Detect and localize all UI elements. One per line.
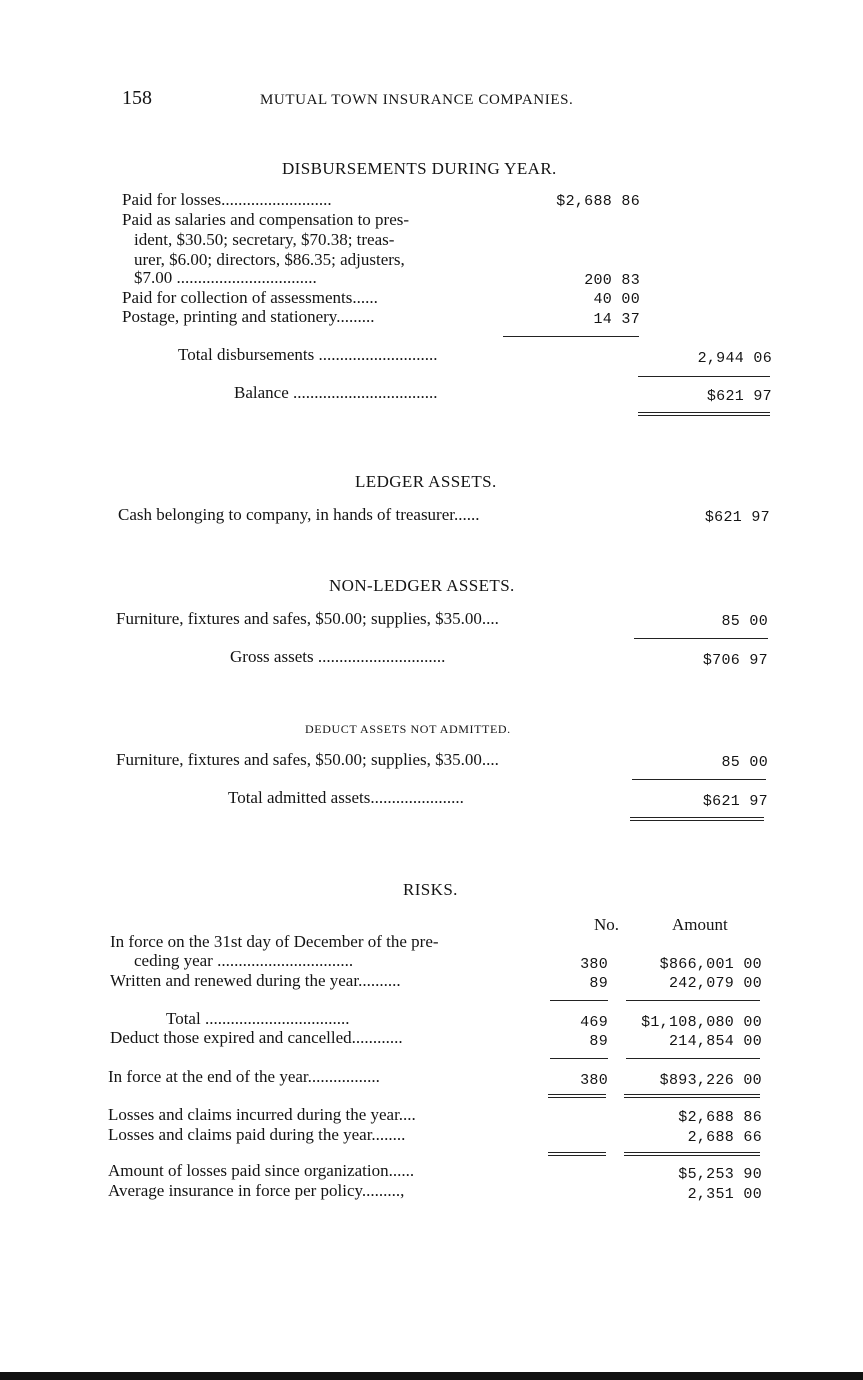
cash-label: Cash belonging to company, in hands of treasurer...... [118, 505, 480, 524]
collection-amount: 40 00 [593, 291, 640, 308]
balance-label: Balance .................................. [234, 383, 438, 402]
risk-row-label-cont: ceding year ................................ [134, 951, 354, 970]
col-header-no: No. [594, 915, 620, 934]
risk-row-amount: 242,079 00 [668, 975, 762, 992]
nonledger-furniture-label: Furniture, fixtures and safes, $50.00; supplies, $35.00.... [116, 609, 499, 628]
amount-double-rule [624, 1094, 760, 1098]
risk-row-label: Losses and claims paid during the year........ [108, 1125, 406, 1144]
risk-row-no: 89 [589, 1033, 608, 1050]
risk-row-label: Total .................................. [166, 1009, 350, 1028]
risk-row-no: 380 [580, 956, 608, 973]
risk-row-no: 89 [589, 975, 608, 992]
amount-subtotal-rule [626, 1000, 760, 1001]
risk-row-amount: $2,688 86 [678, 1109, 762, 1126]
risk-row-label: In force at the end of the year................. [108, 1067, 380, 1086]
total-rule [638, 376, 770, 377]
risk-row-amount: $5,253 90 [678, 1166, 762, 1183]
salaries-line-2: ident, $30.50; secretary, $70.38; treas- [134, 230, 395, 249]
risk-row-label: Written and renewed during the year.......... [110, 971, 401, 990]
total-admitted-label: Total admitted assets...................... [228, 788, 464, 807]
salaries-amount: 200 83 [584, 272, 640, 289]
nonledger-furniture-amount: 85 00 [721, 613, 768, 630]
subtotal-rule [503, 336, 639, 337]
postage-amount: 14 37 [593, 311, 640, 328]
paid-for-losses-label: Paid for losses.......................... [122, 190, 332, 209]
non-ledger-assets-title: NON-LEDGER ASSETS. [329, 576, 515, 595]
gross-rule [634, 638, 768, 639]
deduct-title: DEDUCT ASSETS NOT ADMITTED. [305, 722, 511, 736]
risk-row-label: Losses and claims incurred during the year.... [108, 1105, 416, 1124]
no-net-rule [550, 1058, 608, 1059]
risk-row-label: In force on the 31st day of December of the pre- [110, 932, 439, 951]
risk-row-label: Average insurance in force per policy........., [108, 1181, 405, 1200]
no-subtotal-rule [550, 1000, 608, 1001]
risks-title: RISKS. [403, 880, 458, 899]
risk-row-amount: 214,854 00 [668, 1033, 762, 1050]
amount-net-rule [626, 1058, 760, 1059]
balance-double-rule [638, 412, 770, 416]
total-disbursements-label: Total disbursements ............................ [178, 345, 438, 364]
collection-label: Paid for collection of assessments...... [122, 288, 378, 307]
balance-amount: $621 97 [706, 388, 772, 405]
amount-double-rule-2 [624, 1152, 760, 1156]
page-number: 158 [122, 87, 152, 109]
salaries-line-4: $7.00 ................................. [134, 268, 317, 287]
cash-amount: $621 97 [704, 509, 770, 526]
running-title: MUTUAL TOWN INSURANCE COMPANIES. [260, 92, 574, 108]
risk-row-amount: 2,688 66 [687, 1129, 762, 1146]
admitted-double-rule [630, 817, 764, 821]
deduct-furniture-label: Furniture, fixtures and safes, $50.00; supplies, $35.00.... [116, 750, 499, 769]
no-double-rule-2 [548, 1152, 606, 1156]
disbursements-title: DISBURSEMENTS DURING YEAR. [282, 159, 557, 178]
gross-assets-amount: $706 97 [702, 652, 768, 669]
ledger-assets-title: LEDGER ASSETS. [355, 472, 497, 491]
postage-label: Postage, printing and stationery......... [122, 307, 375, 326]
salaries-line-1: Paid as salaries and compensation to pres- [122, 210, 410, 229]
scan-edge-bar [0, 1372, 863, 1380]
risk-row-amount: 2,351 00 [687, 1186, 762, 1203]
total-admitted-amount: $621 97 [702, 793, 768, 810]
admitted-rule [632, 779, 766, 780]
paid-for-losses-amount: $2,688 86 [556, 193, 640, 210]
risk-row-amount: $866,001 00 [659, 956, 762, 973]
risk-row-no: 380 [580, 1072, 608, 1089]
col-header-amount: Amount [672, 915, 728, 934]
risk-row-no: 469 [580, 1014, 608, 1031]
risk-row-label: Amount of losses paid since organization...... [108, 1161, 415, 1180]
salaries-line-3: urer, $6.00; directors, $86.35; adjusters, [134, 250, 405, 269]
deduct-furniture-amount: 85 00 [721, 754, 768, 771]
risk-row-amount: $893,226 00 [659, 1072, 762, 1089]
gross-assets-label: Gross assets .............................. [230, 647, 446, 666]
total-disbursements-amount: 2,944 06 [697, 350, 772, 367]
risk-row-label: Deduct those expired and cancelled............ [110, 1028, 403, 1047]
no-double-rule [548, 1094, 606, 1098]
risk-row-amount: $1,108,080 00 [641, 1014, 762, 1031]
